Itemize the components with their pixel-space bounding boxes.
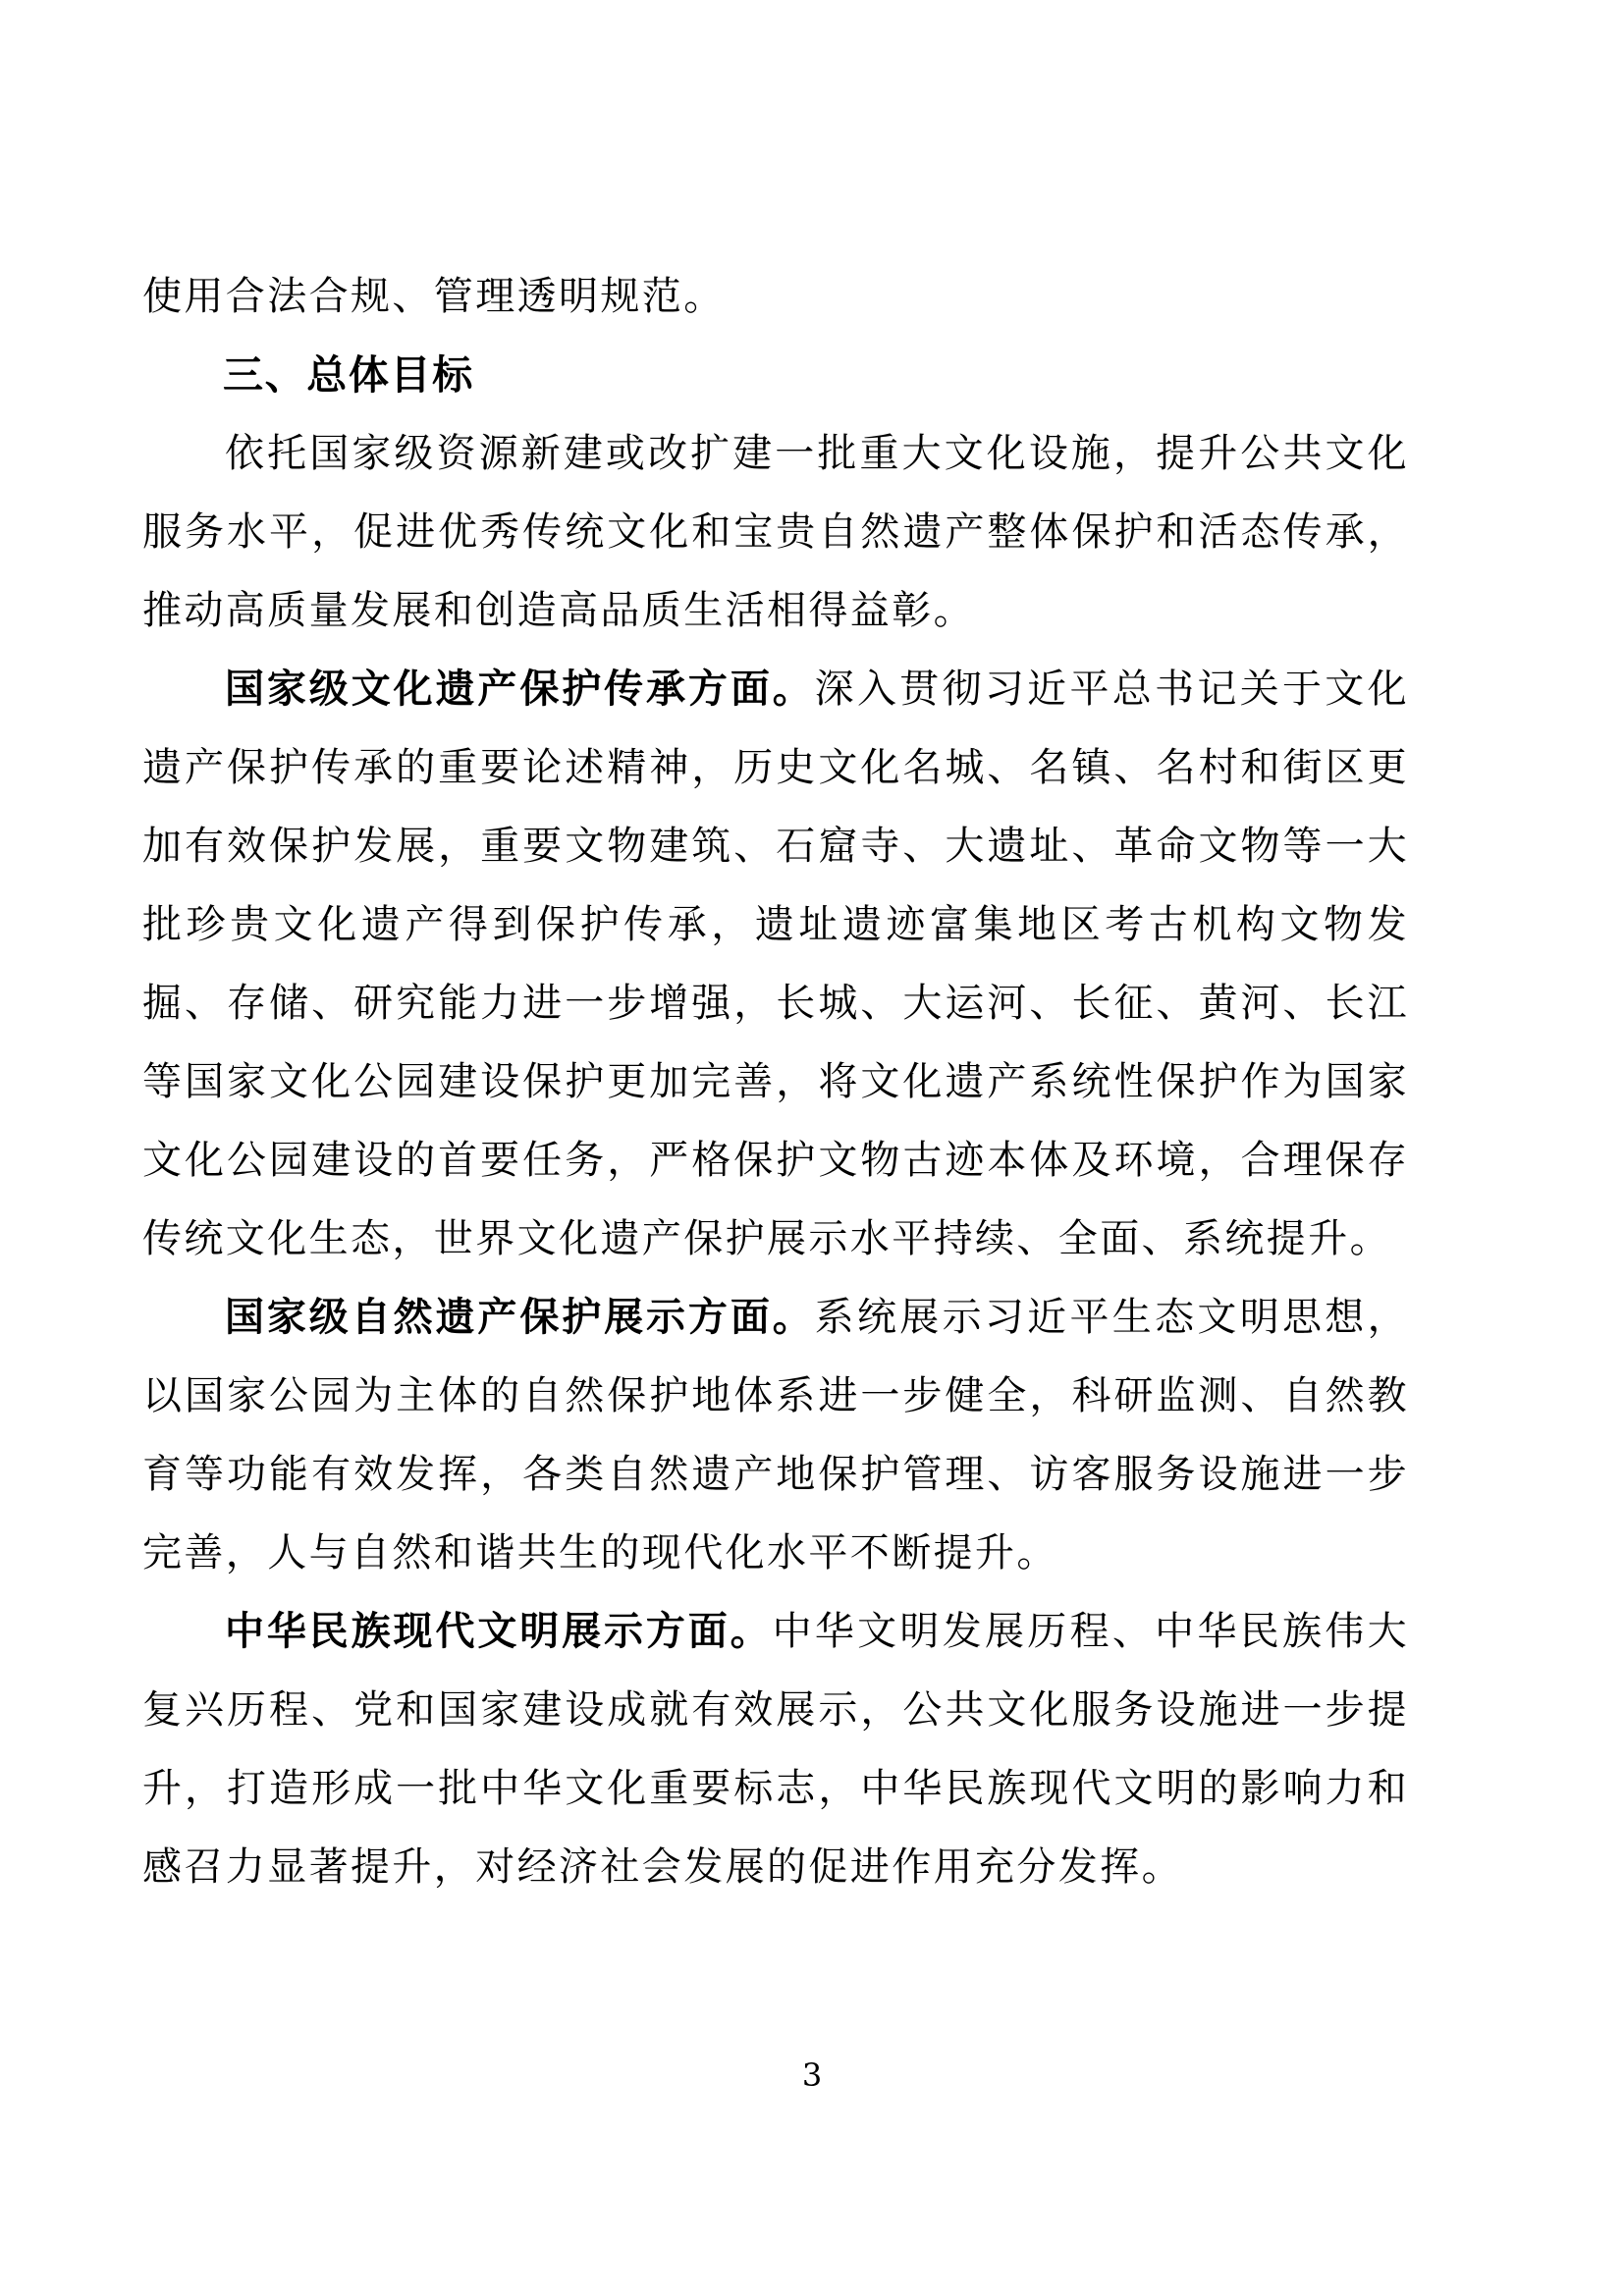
paragraph-lead-modern-civilization: 中华民族现代文明展示方面。	[225, 1608, 773, 1654]
paragraph-cultural-heritage	[142, 650, 1409, 1278]
page-number: 3	[801, 2056, 823, 2094]
paragraph-overall-goals: 依托国家级资源新建或改扩建一批重大文化设施，提升公共文化服务水平，促进优秀传统文化和宝贵自然遗产整体保护和活态传承，推动高质量发展和创造高品质生活相得益彰。	[142, 431, 1409, 633]
paragraph-lead-natural-heritage: 国家级自然遗产保护展示方面。	[225, 1294, 815, 1340]
section-heading-overall-goals: 三、总体目标	[223, 351, 474, 399]
page-content	[142, 257, 1409, 1906]
paragraph-natural-heritage	[142, 1278, 1409, 1592]
paragraph-body-modern-civilization: 中华文明发展历程、中华民族伟大复兴历程、党和国家建设成就有效展示，公共文化服务设施进一步提升，打造形成一批中华文化重要标志，中华民族现代文明的影响力和感召力显著提升，对经济社会发展的促进作用充分发挥。	[142, 1609, 1410, 1890]
paragraph-body-natural-heritage: 系统展示习近平生态文明思想，以国家公园为主体的自然保护地体系进一步健全，科研监测、自然教育等功能有效发挥，各类自然遗产地保护管理、访客服务设施进一步完善，人与自然和谐共生的现代化水平不断提升。	[142, 1295, 1409, 1575]
paragraph-modern-civilization	[142, 1592, 1409, 1906]
paragraph-body-cultural-heritage: 深入贯彻习近平总书记关于文化遗产保护传承的重要论述精神，历史文化名城、名镇、名村和街区更加有效保护发展，重要文物建筑、石窟寺、大遗址、革命文物等一大批珍贵文化遗产得到保护传承，遗址遗迹富集地区考古机构文物发掘、存储、研究能力进一步增强，长城、大运河、长征、黄河、长江等国家文化公园建设保护更加完善，将文化遗产系统性保护作为国家文化公园建设的首要任务，严格保护文物古迹本体及环境，合理保存传统文化生态，世界文化遗产保护展示水平持续、全面、系统提升。	[142, 667, 1409, 1261]
paragraph-lead-cultural-heritage: 国家级文化遗产保护传承方面。	[225, 666, 815, 712]
paragraph-continuation: 使用合法合规、管理透明规范。	[142, 274, 726, 319]
